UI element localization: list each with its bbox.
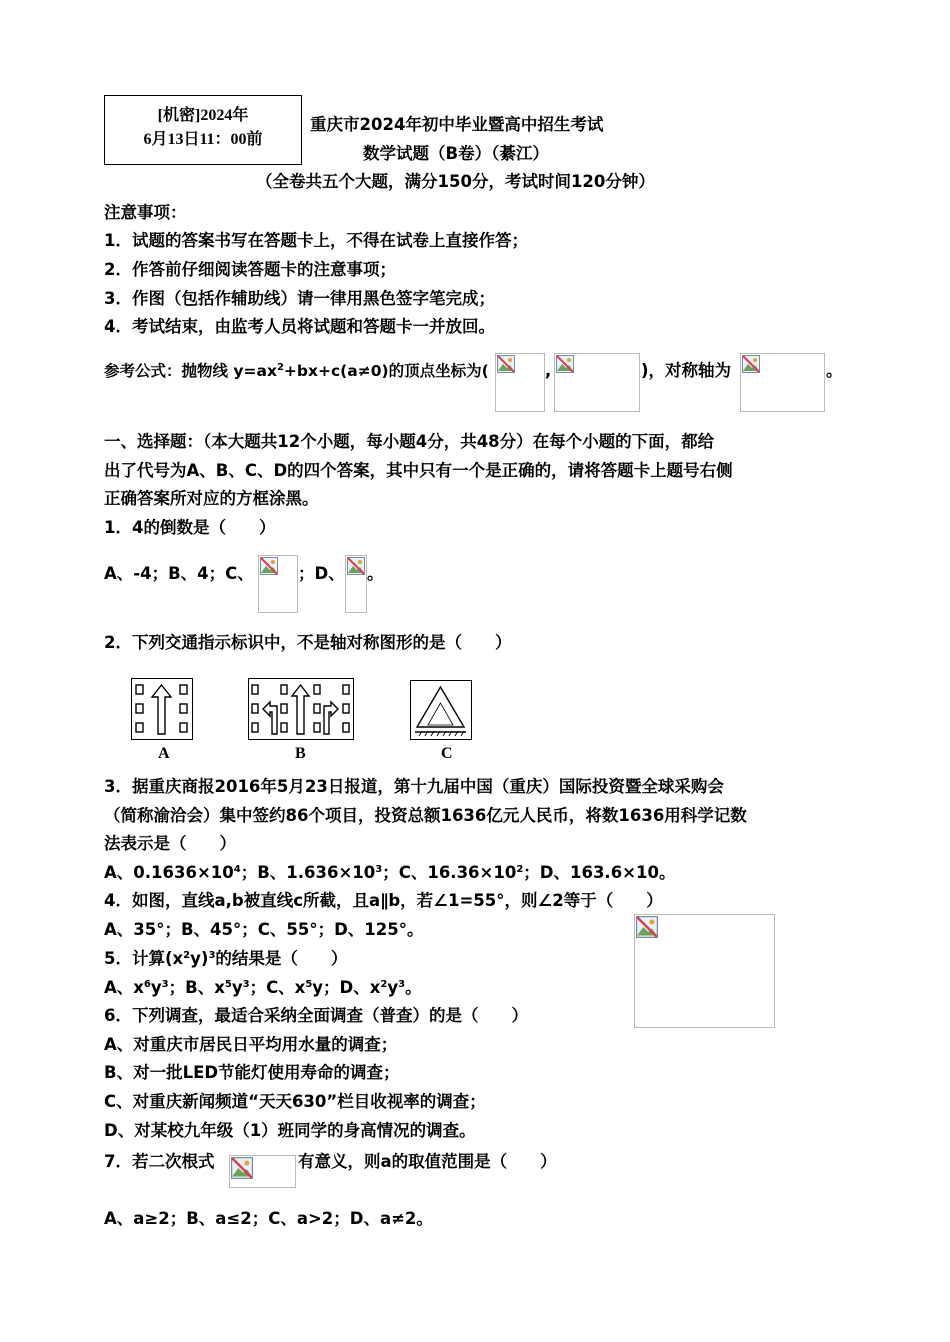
formula-mid: +bx+c(a≠0)的顶点坐标为( [283, 362, 489, 380]
note-item: 2．作答前仔细阅读答题卡的注意事项； [104, 260, 396, 279]
q5-opt-exp: 3 [242, 979, 250, 990]
traffic-sign-label: C [441, 745, 453, 762]
q1-option-sep: ；D、 [298, 564, 345, 583]
q5-stem [104, 948, 347, 970]
formula-image-vertex-x [495, 353, 545, 412]
q5-opt-part: y [150, 978, 162, 997]
section1-intro-line: 一、选择题：（本大题共12个小题，每小题4分，共48分）在每个小题的下面，都给 [104, 432, 715, 451]
q1-image-option-c [258, 555, 298, 613]
traffic-sign-b [248, 678, 354, 740]
q1-stem: 1．4的倒数是（ ） [104, 518, 276, 537]
broken-image-icon [260, 557, 278, 575]
broken-image-icon [347, 557, 365, 575]
q5-opt-part: ；C、x [249, 978, 306, 997]
q7-options: A、a≥2；B、a≤2；C、a>2；D、a≠2。 [104, 1209, 433, 1228]
q5-opt-exp: 3 [161, 979, 169, 990]
q5-opt-part: A、x [104, 978, 144, 997]
formula-line [104, 360, 489, 382]
q5-opt-exp: 2 [380, 979, 388, 990]
q5-stem-part: 5．计算(x [104, 949, 184, 968]
broken-image-icon [556, 355, 574, 373]
q5-stem-part: 的结果是（ ） [215, 949, 348, 968]
q5-opt-part: y；D、x [312, 978, 381, 997]
traffic-sign-c [410, 680, 472, 740]
note-item: 3．作图（包括作辅助线）请一律用黑色签字笔完成； [104, 289, 495, 308]
three-arrow-sign-icon [249, 679, 352, 738]
q3-exp-c: 2 [516, 864, 524, 875]
note-item: 1．试题的答案书写在答题卡上，不得在试卷上直接作答； [104, 231, 528, 250]
secret-line-2: 6月13日11：00前 [143, 131, 263, 148]
q6-option: B、对一批LED节能灯使用寿命的调查； [104, 1063, 400, 1082]
section1-intro-line: 出了代号为A、B、C、D的四个答案，其中只有一个是正确的，请将答题卡上题号右侧 [104, 461, 733, 480]
q5-opt-exp: 5 [224, 979, 232, 990]
q3-option-d: ；D、163.6×10。 [523, 863, 676, 882]
traffic-sign-a [131, 678, 193, 740]
broken-image-icon [231, 1157, 253, 1179]
broken-image-icon [742, 355, 760, 373]
q7-stem-post: 有意义，则a的取值范围是（ ） [298, 1152, 557, 1171]
formula-image-axis [740, 353, 825, 412]
q6-option: D、对某校九年级（1）班同学的身高情况的调查。 [104, 1121, 476, 1140]
q3-exp-a: 4 [233, 864, 241, 875]
q5-opt-part: 。 [405, 978, 422, 997]
q5-opt-part: y [231, 978, 243, 997]
q3-option-b: ；B、1.636×10 [240, 863, 376, 882]
q5-opt-exp: 5 [305, 979, 313, 990]
q5-opt-part: ；B、x [168, 978, 225, 997]
q5-options [104, 977, 422, 999]
q1-option-ab: A、-4；B、4；C、 [104, 564, 254, 583]
formula-exp: 2 [276, 362, 284, 373]
q5-stem-exp: 3 [208, 950, 216, 961]
section1-intro-line: 正确答案所对应的方框涂黑。 [104, 489, 319, 508]
broken-image-icon [636, 916, 658, 938]
exam-info: （全卷共五个大题，满分150分，考试时间120分钟） [256, 172, 655, 191]
q3-exp-b: 3 [375, 864, 383, 875]
q3-line: 法表示是（ ） [104, 834, 236, 853]
q3-line: （简称渝洽会）集中签约86个项目，投资总额1636亿元人民币，将数1636用科学记数 [104, 806, 747, 825]
q2-stem: 2．下列交通指示标识中，不是轴对称图形的是（ ） [104, 633, 512, 652]
triangle-warning-sign-icon [411, 681, 470, 738]
note-item: 4．考试结束，由监考人员将试题和答题卡一并放回。 [104, 317, 495, 336]
q5-opt-exp: 3 [398, 979, 406, 990]
secret-line-1: [机密]2024年 [157, 107, 249, 124]
exam-subtitle: 数学试题（B卷）（綦江） [363, 144, 549, 163]
formula-close: )，对称轴为 [641, 361, 732, 380]
q4-options: A、35°；B、45°；C、55°；D、125°。 [104, 920, 424, 939]
q3-line: 3．据重庆商报2016年5月23日报道，第十九届中国（重庆）国际投资暨全球采购会 [104, 777, 724, 796]
straight-arrow-sign-icon [132, 679, 191, 738]
q5-stem-part: y) [190, 949, 209, 968]
formula-image-vertex-y [554, 353, 640, 412]
q1-option-end: 。 [367, 564, 384, 583]
formula-comma: , [545, 361, 552, 380]
broken-image-icon [497, 355, 515, 373]
q3-option-a: A、0.1636×10 [104, 863, 234, 882]
notes-heading: 注意事项： [104, 203, 187, 222]
q3-option-c: ；C、16.36×10 [382, 863, 517, 882]
q3-options [104, 862, 675, 884]
q6-option: C、对重庆新闻频道“天天630”栏目收视率的调查； [104, 1092, 486, 1111]
traffic-sign-label: B [295, 745, 306, 762]
q5-opt-exp: 6 [143, 979, 151, 990]
exam-title: 重庆市2024年初中毕业暨高中招生考试 [310, 115, 604, 134]
q4-stem: 4．如图，直线a,b被直线c所截，且a∥b，若∠1=55°，则∠2等于（ ） [104, 891, 663, 910]
formula-prefix: 参考公式：抛物线 y=ax [104, 362, 277, 380]
q6-option: A、对重庆市居民日平均用水量的调查； [104, 1035, 398, 1054]
q5-stem-exp: 2 [183, 950, 191, 961]
q1-image-option-d [345, 555, 367, 613]
q6-stem: 6．下列调查，最适合采纳全面调查（普查）的是（ ） [104, 1006, 528, 1025]
traffic-sign-label: A [158, 745, 170, 762]
secret-stamp-box [104, 95, 302, 165]
q7-stem-pre: 7．若二次根式 [104, 1152, 215, 1171]
q7-radical-image [229, 1155, 296, 1188]
formula-end: 。 [826, 361, 843, 380]
q4-figure-image [634, 914, 775, 1028]
q5-opt-part: y [387, 978, 399, 997]
